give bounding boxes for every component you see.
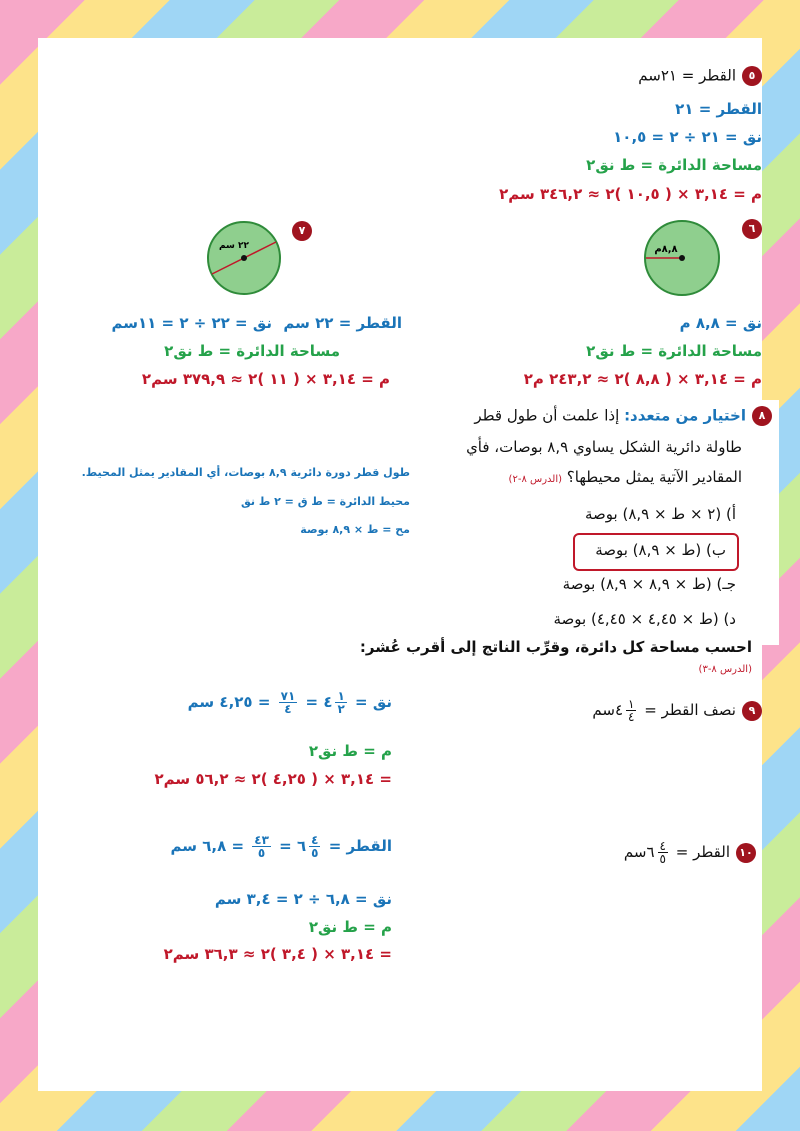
q9-question-prefix: نصف القطر = xyxy=(644,701,736,719)
q9-question-frac-den: ٤ xyxy=(628,710,635,724)
q6-radius-label: ٨,٨م xyxy=(654,244,678,255)
q8-note-1: طول قطر دورة دائرية ٨,٩ بوصات، أي المقادير يمثل المحيط. xyxy=(81,466,410,479)
q9-l1-frac1-den: ٢ xyxy=(337,702,345,716)
q9-line-answer: = ٣,١٤ × ( ٤,٢٥ )٢ ≈ ٥٦,٢ سم٢ xyxy=(154,770,392,788)
q7-center-point xyxy=(241,255,247,261)
q10-line-answer: = ٣,١٤ × ( ٣,٤ )٢ ≈ ٣٦,٣ سم٢ xyxy=(163,945,392,963)
q10-l1-frac2-den: ٥ xyxy=(257,846,266,860)
q7-line-answer: م = ٣,١٤ × ( ١١ )٢ ≈ ٣٧٩,٩ سم٢ xyxy=(141,370,390,388)
q9-question-whole: ٤ xyxy=(614,701,624,719)
q9-l1-frac2-den: ٤ xyxy=(284,702,292,716)
q9-l1-frac2-num: ٧١ xyxy=(280,689,296,703)
q8-option-b[interactable]: ب) (ط × ٨,٩) بوصة xyxy=(595,541,726,559)
q5-question xyxy=(638,66,762,86)
q10-l1-suffix: = ٦,٨ سم xyxy=(170,837,245,855)
q8-text2: طاولة دائرية الشكل يساوي ٨,٩ بوصات، فأي xyxy=(466,438,742,456)
q6-line-answer: م = ٣,١٤ × ( ٨,٨ )٢ ≈ ٢٤٣,٢ م٢ xyxy=(523,370,762,388)
q10-question-unit: سم xyxy=(623,843,647,861)
q9-l1-equals: = xyxy=(305,693,319,711)
q6-line-formula: مساحة الدائرة = ط نق٢ xyxy=(586,342,762,360)
q8-option-d[interactable]: د) (ط × ٤,٤٥ × ٤,٤٥) بوصة xyxy=(553,610,736,628)
q7-circle-figure xyxy=(204,218,284,298)
q9-l1-frac1-num: ١ xyxy=(337,689,345,703)
q6-line-radius: نق = ٨,٨ م xyxy=(679,314,762,332)
q7-line-radius: نق = ٢٢ ÷ ٢ = ١١سم xyxy=(111,314,272,332)
q8-title: اختيار من متعدد: xyxy=(624,406,746,425)
q10-l1-frac1-den: ٥ xyxy=(311,846,319,860)
q10-l1-frac1-num: ٤ xyxy=(311,833,319,847)
q10-line-diameter xyxy=(170,834,392,859)
q5-line-formula: مساحة الدائرة = ط نق٢ xyxy=(586,156,762,174)
q10-line-radius: نق = ٦,٨ ÷ ٢ = ٣,٤ سم xyxy=(214,890,392,908)
q10-l1-prefix: القطر = xyxy=(328,837,392,855)
q10-question-prefix: القطر = xyxy=(675,843,730,861)
q10-l1-frac1 xyxy=(309,834,320,859)
q8-number-badge: ٨ xyxy=(752,406,772,426)
q8-question-line1 xyxy=(474,406,772,426)
q6-number-badge: ٦ xyxy=(742,219,762,239)
section-title: احسب مساحة كل دائرة، وقرِّب الناتج إلى أقرب عُشر: xyxy=(359,638,752,656)
q10-question xyxy=(624,840,756,865)
q5-line-diameter: القطر = ٢١ xyxy=(675,100,762,118)
q6-label xyxy=(736,218,762,239)
q5-question-text: القطر = ٢١سم xyxy=(638,66,736,85)
q10-question-frac-den: ٥ xyxy=(659,852,666,866)
q10-l1-frac2-num: ٤٣ xyxy=(254,833,269,847)
q9-question-unit: سم xyxy=(592,701,615,719)
q6-circle-figure xyxy=(640,218,724,302)
q9-l1-frac1 xyxy=(335,690,346,715)
section-lesson-ref: (الدرس ٨-٣) xyxy=(698,664,752,675)
q7-diameter-label: ٢٢ سم xyxy=(218,241,250,251)
q10-question-fraction xyxy=(658,840,668,865)
q10-line-formula: م = ط نق٢ xyxy=(308,918,392,936)
q7-label xyxy=(286,220,312,241)
q8-lesson-ref: (الدرس ٨-٢) xyxy=(508,474,563,485)
q9-l1-prefix: نق = xyxy=(355,693,392,711)
q9-number-badge: ٩ xyxy=(742,701,762,721)
q10-number-badge: ١٠ xyxy=(736,843,756,863)
q7-line-diameter: القطر = ٢٢ سم xyxy=(283,314,402,332)
q6-center-point xyxy=(679,255,685,261)
q10-question-whole: ٦ xyxy=(646,843,655,861)
q9-l1-frac2 xyxy=(279,690,298,715)
q8-question-line3 xyxy=(509,468,742,486)
q10-l1-equals: = xyxy=(279,837,292,855)
q9-question-frac-num: ١ xyxy=(628,697,635,711)
q9-question-fraction xyxy=(626,698,636,723)
q8-option-c[interactable]: جـ) (ط × ٨,٩ × ٨,٩) بوصة xyxy=(562,575,736,593)
q10-l1-whole: ٦ xyxy=(296,837,307,855)
q9-line-radius xyxy=(188,690,392,715)
q5-line-radius: نق = ٢١ ÷ ٢ = ١٠,٥ xyxy=(613,128,762,146)
q8-text3: المقادير الآتية يمثل محيطها؟ xyxy=(566,468,742,486)
q8-note-2: محيط الدائرة = ط ق = ٢ ط نق xyxy=(240,495,410,508)
q9-l1-whole: ٤ xyxy=(323,693,333,711)
q7-line-formula: مساحة الدائرة = ط نق٢ xyxy=(164,342,340,360)
q5-number-badge: ٥ xyxy=(742,66,762,86)
q10-l1-frac2 xyxy=(252,834,271,859)
q8-option-a[interactable]: أ) (٢ × ط × ٨,٩) بوصة xyxy=(584,505,736,523)
q8-note-3: مح = ط × ٨,٩ بوصة xyxy=(300,523,410,536)
q9-l1-suffix: = ٤,٢٥ سم xyxy=(187,693,271,711)
q9-line-formula: م = ط نق٢ xyxy=(308,742,392,760)
q5-line-answer: م = ٣,١٤ × ( ١٠,٥ )٢ ≈ ٣٤٦,٢ سم٢ xyxy=(499,185,762,203)
q7-number-badge: ٧ xyxy=(292,221,312,241)
q9-question xyxy=(592,698,762,723)
q8-text1: إذا علمت أن طول قطر xyxy=(474,406,620,425)
q10-question-frac-num: ٤ xyxy=(659,839,666,853)
